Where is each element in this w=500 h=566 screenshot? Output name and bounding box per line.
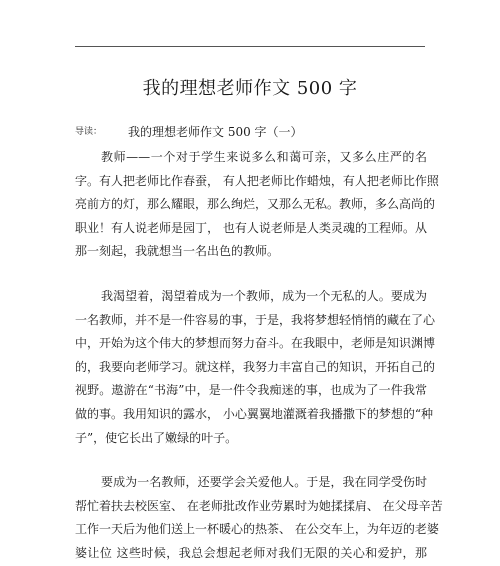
paragraph-line: 一名教师，并不是一件容易的事，于是，我将梦想轻悄悄的藏在了心 <box>75 312 436 327</box>
paragraph-line: 的，我要向老师学习。就这样，我努力丰富自己的知识，开拓自己的 <box>75 359 436 374</box>
paragraph-line: 帮忙着扶去校医室、 在老师批改作业劳累时为她揉揉肩、 在父母辛苦 <box>75 498 443 513</box>
paragraph-line: 中，开始为这个伟大的梦想而努力奋斗。在我眼中，老师是知识渊博 <box>75 336 436 351</box>
paragraph-line: 婆让位 这些时候，我总会想起老师对我们无限的关心和爱护，那 <box>75 545 427 560</box>
paragraph-line: 要成为一名教师，还要学会关爱他人。于是，我在同学受伤时 <box>101 475 427 489</box>
paragraph-2 <box>75 285 436 450</box>
lead-label: 导读： <box>75 127 103 137</box>
paragraph-1 <box>75 146 439 264</box>
paragraph-line: 亮前方的灯，那么耀眼，那么绚烂，又那么无私。教师，多么高尚的 <box>75 197 436 212</box>
paragraph-3 <box>75 471 443 565</box>
subtitle: 我的理想老师作文 500 字（一） <box>128 125 303 139</box>
paragraph-line: 工作一天后为他们送上一杯暖心的热茶、 在公交车上，为年迈的老婆 <box>75 522 439 537</box>
paragraph-line: 那一刻起，我就想当一名出色的教师。 <box>75 244 280 259</box>
header-rule <box>75 46 425 47</box>
paragraph-line: 做的事。我用知识的露水， 小心翼翼地灌溉着我播撒下的梦想的“种 <box>75 406 433 421</box>
paragraph-line: 教师——一个对于学生来说多么和蔼可亲，又多么庄严的名 <box>101 150 427 164</box>
paragraph-line: 我渴望着，渴望着成为一个教师，成为一个无私的人。要成为 <box>101 289 427 303</box>
paragraph-line: 视野。遨游在“书海”中，是一件令我痴迷的事，也成为了一件我常 <box>75 383 427 398</box>
paragraph-line: 职业！有人说老师是园丁， 也有人说老师是人类灵魂的工程师。从 <box>75 220 427 235</box>
paragraph-line: 子”，使它长出了嫩绿的叶子。 <box>75 430 238 445</box>
page-title: 我的理想老师作文 500 字 <box>142 78 358 99</box>
subtitle-row <box>75 123 425 139</box>
paragraph-line: 字。有人把老师比作春蚕， 有人把老师比作蜡烛，有人把老师比作照 <box>75 173 439 188</box>
